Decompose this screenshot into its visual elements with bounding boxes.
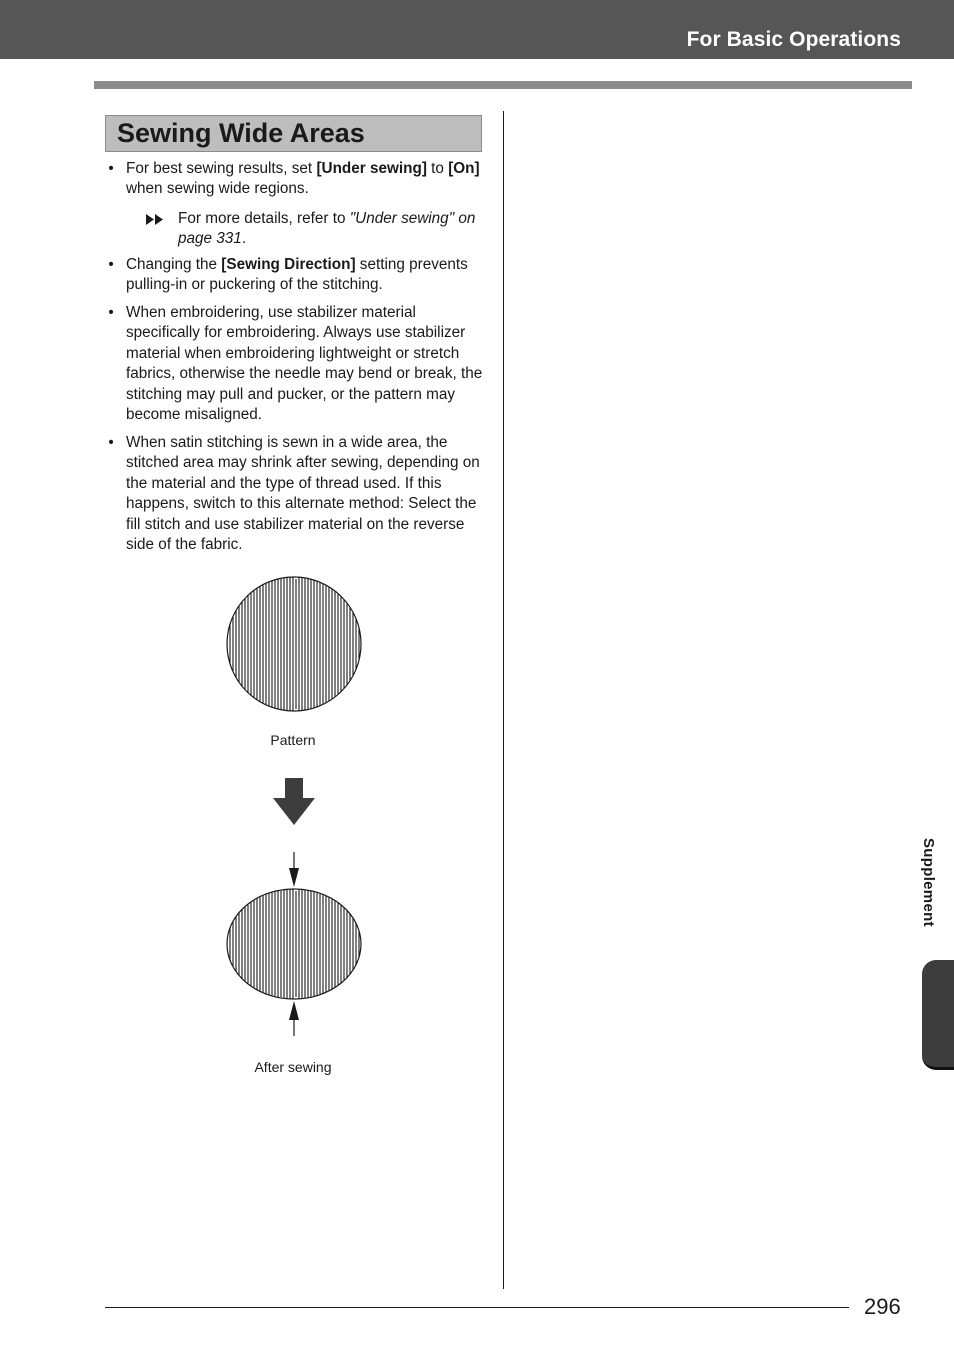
bullet-dot: • — [108, 256, 114, 273]
down-arrow-icon — [273, 778, 315, 825]
stitch-pattern-shrunk — [227, 883, 362, 1005]
bullet-text: Changing the [Sewing Direction] setting prevents pulling-in or puckering of the stitching. — [126, 256, 468, 294]
bullet-text: When satin stitching is sewn in a wide area, the stitched area may shrink after sewing, depending on the material and the type of thread used. If this happens, switch to this alternate method: Select the fill stitch and use stabilizer material on the reverse side of the fabric. — [126, 434, 480, 554]
bullet-dot: • — [108, 160, 114, 177]
bullet-dot: • — [108, 304, 114, 321]
supplement-tab[interactable] — [922, 960, 954, 1070]
section-heading-box — [105, 115, 482, 152]
top-rule — [94, 81, 912, 89]
section-title: Sewing Wide Areas — [117, 118, 365, 148]
double-arrow-right-icon — [146, 214, 164, 225]
reference-text[interactable]: For more details, refer to "Under sewing" on page 331. — [178, 210, 476, 248]
header-bar — [0, 0, 954, 59]
shrink-illustration — [210, 570, 380, 1050]
column-divider — [503, 111, 504, 1289]
caption-pattern: Pattern — [270, 732, 316, 748]
caption-after-sewing: After sewing — [254, 1059, 332, 1075]
header-title: For Basic Operations — [686, 28, 901, 51]
page-number: 296 — [864, 1294, 901, 1319]
bullet-dot: • — [108, 434, 114, 451]
bullet-text: When embroidering, use stabilizer material specifically for embroidering. Always use stabilizer material when embroidering lightweight or stretch fabrics, otherwise the needle may bend or break, the stitching may pull and pucker, or the pattern may become misaligned. — [126, 304, 483, 424]
bullet-text: For best sewing results, set [Under sewing] to [On] when sewing wide regions. — [126, 160, 480, 198]
stitch-pattern-circle — [227, 571, 362, 717]
side-tab-label: Supplement — [920, 838, 937, 927]
footer-rule — [105, 1307, 849, 1308]
